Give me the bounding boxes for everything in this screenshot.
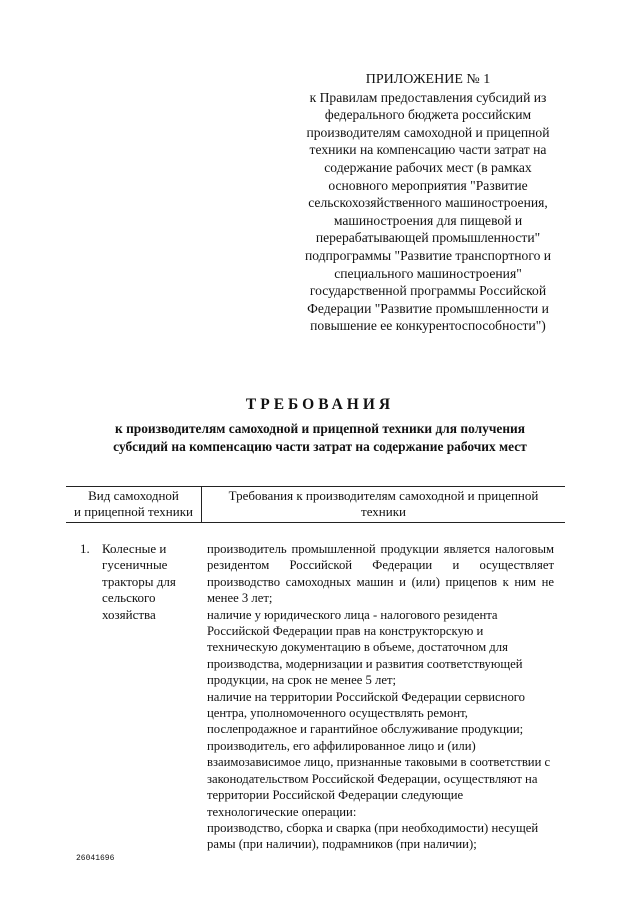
requirement-line: территории Российской Федерации следующие <box>207 788 464 803</box>
type-line: Колесные и <box>102 541 167 556</box>
requirement-line: технологические операции: <box>207 804 357 819</box>
type-line: тракторы для <box>102 573 176 589</box>
requirement-line: производства, модернизации и развития соответствующей <box>207 656 523 671</box>
appendix-line: федерального бюджета российским <box>324 107 532 123</box>
requirement-line: центра, уполномоченного осуществлять ремонт, <box>207 706 468 721</box>
document-title: ТРЕБОВАНИЯ <box>245 396 395 413</box>
appendix-line: подпрограммы "Развитие транспортного и <box>304 247 552 263</box>
appendix-line: перерабатывающей промышленности" <box>315 230 541 246</box>
type-line: гусеничные <box>102 557 168 573</box>
table-header-rule <box>66 522 565 523</box>
requirement-line: производитель, его аффилированное лицо и (или) <box>207 738 476 753</box>
requirement-line: рамы (при наличии), подрамников (при наличии); <box>207 837 477 852</box>
table-header-type <box>66 488 201 520</box>
requirement-line: наличие на территории Российской Федерации сервисного <box>207 689 526 704</box>
appendix-line: повышение ее конкурентоспособности") <box>310 318 546 334</box>
requirement-line: производитель промышленной продукции является налоговым <box>207 542 554 556</box>
appendix-line: Федерации "Развитие промышленности и <box>307 300 549 316</box>
appendix-line: сельскохозяйственного машиностроения, <box>308 195 548 211</box>
requirement-line: менее 3 лет; <box>207 591 273 606</box>
type-line: хозяйства <box>102 606 156 622</box>
vehicle-type-cell <box>102 541 197 623</box>
appendix-line: государственной программы Российской <box>309 283 547 299</box>
requirement-line: Российской Федерации прав на конструкторскую и <box>207 624 484 639</box>
requirement-line: производство самоходных машин и (или) прицепов к ним не <box>207 574 554 589</box>
subtitle-line: к производителям самоходной и прицепной техники для получения <box>115 421 525 436</box>
appendix-text <box>282 89 574 335</box>
appendix-title: ПРИЛОЖЕНИЕ № 1 <box>365 72 491 87</box>
table-header-requirements <box>202 488 565 520</box>
appendix-line: техники на компенсацию части затрат на <box>309 142 547 158</box>
header-line: Требования к производителям самоходной и прицепной <box>228 488 539 503</box>
appendix-line: машиностроения для пищевой и <box>333 212 523 228</box>
requirements-cell <box>207 541 554 853</box>
requirement-line: резидентом Российской Федерации и осуществляет <box>207 558 554 573</box>
document-subtitle <box>78 420 562 456</box>
requirement-line: производство, сборка и сварка (при необходимости) несущей <box>207 820 539 835</box>
requirement-line: послепродажное и гарантийное обслуживание продукции; <box>207 722 524 737</box>
requirement-line: продукции, на срок не менее 5 лет; <box>207 673 397 688</box>
appendix-line: основного мероприятия "Развитие <box>328 177 528 193</box>
header-line: и прицепной техники <box>74 504 193 519</box>
requirement-line: техническую документацию в объеме, достаточном для <box>207 640 508 655</box>
requirement-line: наличие у юридического лица - налогового резидента <box>207 607 498 622</box>
appendix-line: к Правилам предоставления субсидий из <box>309 89 547 105</box>
appendix-line: содержание рабочих мест (в рамках <box>324 159 532 175</box>
appendix-line: производителям самоходной и прицепной <box>306 124 550 140</box>
table-top-rule <box>66 486 565 487</box>
appendix-block <box>282 71 574 335</box>
requirement-line: взаимозависимое лицо, признанные таковыми в соответствии с <box>207 755 551 770</box>
subtitle-line: субсидий на компенсацию части затрат на содержание рабочих мест <box>113 439 527 454</box>
header-line: Вид самоходной <box>88 488 179 503</box>
type-line: сельского <box>102 590 156 606</box>
appendix-line: специального машиностроения" <box>334 265 522 281</box>
document-code: 26041696 <box>76 854 115 863</box>
header-line: техники <box>361 504 406 519</box>
requirement-line: законодательством Российской Федерации, осуществляют на <box>207 771 538 786</box>
row-number: 1. <box>80 541 90 556</box>
